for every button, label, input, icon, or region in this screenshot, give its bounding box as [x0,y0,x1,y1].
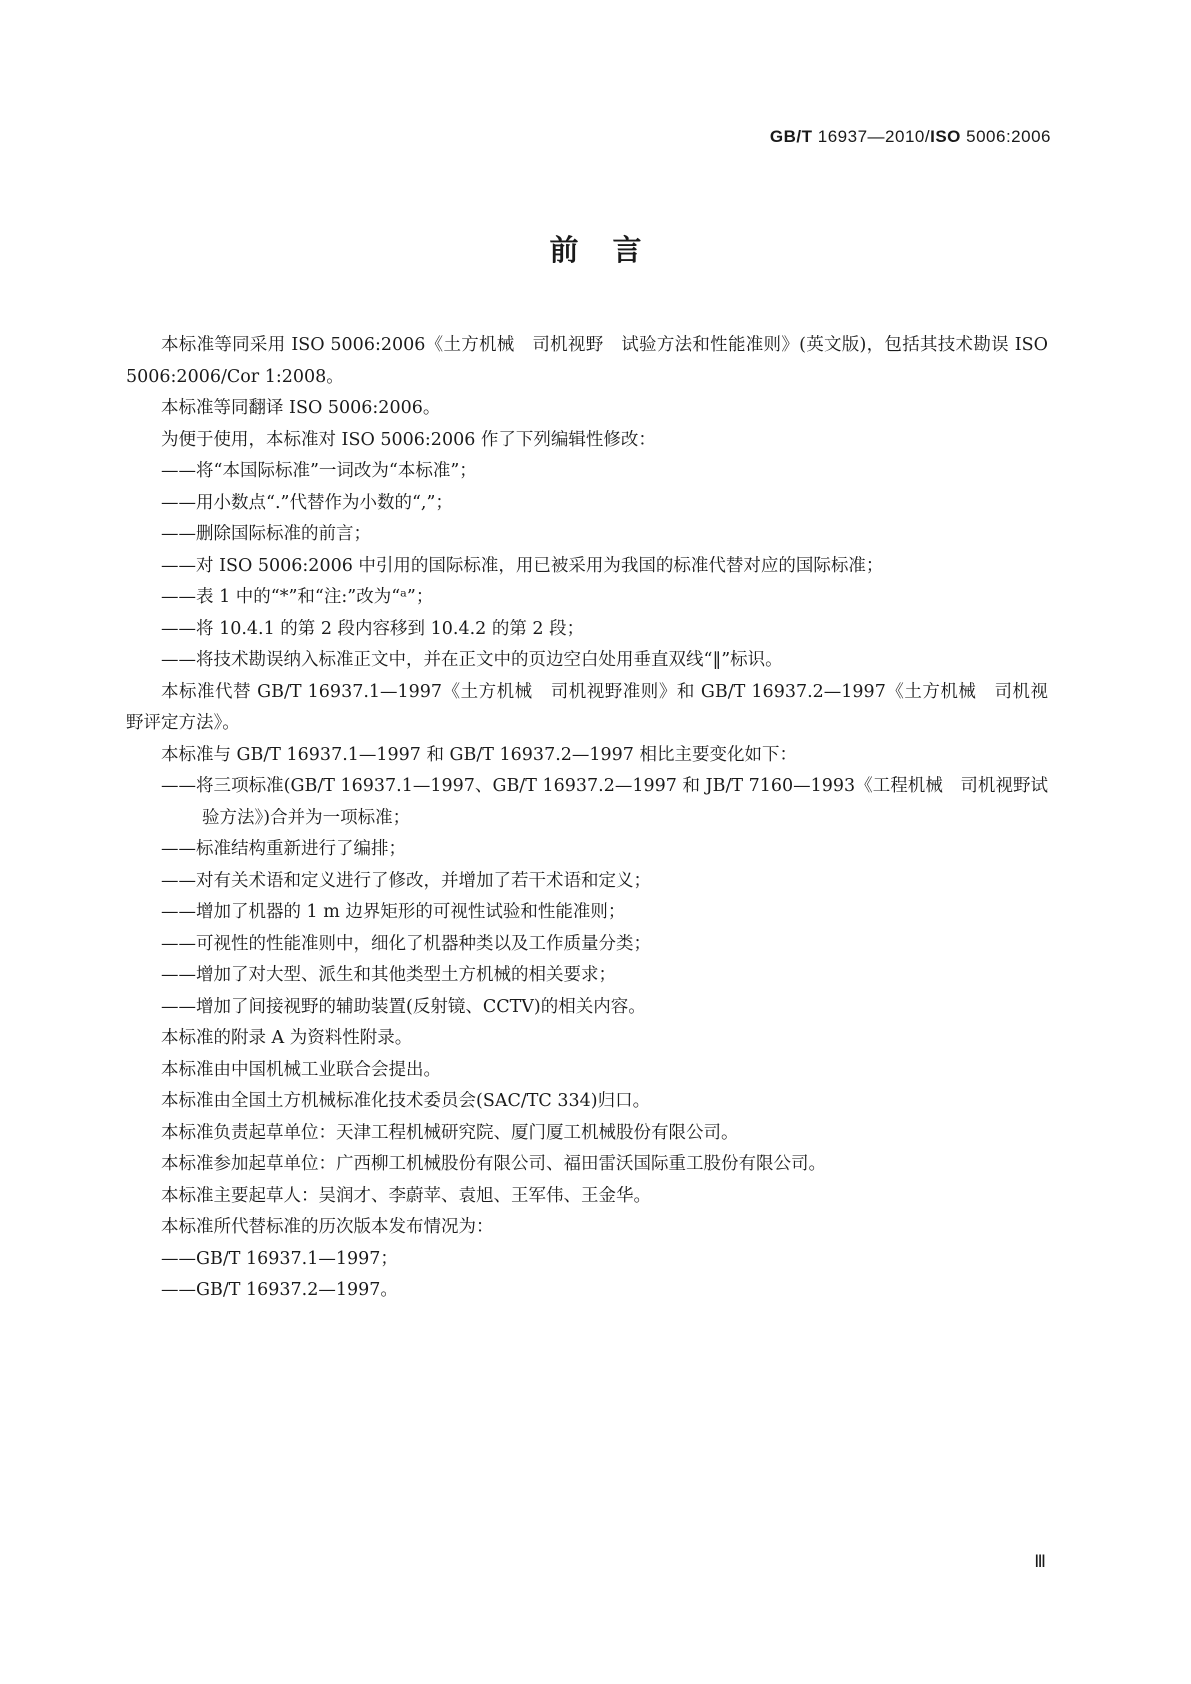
page-number: Ⅲ [1034,1552,1046,1571]
list-item: ——增加了机器的 1 m 边界矩形的可视性试验和性能准则； [161,902,626,922]
list-item: ——标准结构重新进行了编排； [161,839,406,859]
paragraph: 本标准所代替标准的历次版本发布情况为： [161,1217,494,1237]
paragraph: 本标准由全国土方机械标准化技术委员会(SAC/TC 334)归口。 [161,1091,651,1111]
paragraph: 本标准等同采用 ISO 5006:2006《土方机械 司机视野 试验方法和性能准则》(英文版)，包括其技术勘误 ISO 5006:2006/Cor 1:2008。 [126,335,1048,387]
foreword-body [126,330,1048,1307]
list-item: ——GB/T 16937.2—1997。 [161,1280,398,1300]
paragraph: 本标准的附录 A 为资料性附录。 [161,1028,413,1048]
paragraph: 为便于使用，本标准对 ISO 5006:2006 作了下列编辑性修改： [161,429,656,450]
list-item: ——增加了对大型、派生和其他类型土方机械的相关要求； [161,965,616,985]
list-item: ——将 10.4.1 的第 2 段内容移到 10.4.2 的第 2 段； [161,618,585,639]
list-item: ——可视性的性能准则中，细化了机器种类以及工作质量分类； [161,933,651,954]
paragraph: 本标准主要起草人：吴润才、李蔚苹、袁旭、王军伟、王金华。 [161,1185,651,1206]
paragraph: 本标准参加起草单位：广西柳工机械股份有限公司、福田雷沃国际重工股份有限公司。 [161,1154,826,1174]
list-item: ——GB/T 16937.1—1997； [161,1248,398,1269]
paragraph: 本标准等同翻译 ISO 5006:2006。 [161,398,441,418]
paragraph: 本标准由中国机械工业联合会提出。 [161,1059,441,1080]
header-number: 16937—2010/ [817,127,931,146]
list-item: ——用小数点“.”代替作为小数的“,”； [161,492,453,513]
list-item: ——将“本国际标准”一词改为“本标准”； [161,461,477,481]
header-iso-number: 5006:2006 [966,127,1051,146]
header-iso: ISO [930,127,961,146]
list-item: ——删除国际标准的前言； [161,524,371,544]
header-gbt: GB/T [769,127,813,146]
list-item: ——对有关术语和定义进行了修改，并增加了若干术语和定义； [161,870,651,891]
list-item: ——表 1 中的“*”和“注:”改为“ᵃ”； [161,587,434,607]
list-item: ——将三项标准(GB/T 16937.1—1997、GB/T 16937.2—1997 和 JB/T 7160—1993《工程机械 司机视野试验方法》)合并为一项标准； [161,776,1048,828]
paragraph: 本标准负责起草单位：天津工程机械研究院、厦门厦工机械股份有限公司。 [161,1122,739,1143]
list-item: ——增加了间接视野的辅助装置(反射镜、CCTV)的相关内容。 [161,996,646,1017]
list-item: ——将技术勘误纳入标准正文中，并在正文中的页边空白处用垂直双线“‖”标识。 [161,650,783,670]
list-item: ——对 ISO 5006:2006 中引用的国际标准，用已被采用为我国的标准代替对应的国际标准； [161,555,884,576]
page-title: 前言 [549,233,676,267]
standard-code-header [770,127,1051,147]
paragraph: 本标准代替 GB/T 16937.1—1997《土方机械 司机视野准则》和 GB/T 16937.2—1997《土方机械 司机视野评定方法》。 [126,681,1048,733]
paragraph: 本标准与 GB/T 16937.1—1997 和 GB/T 16937.2—1997 相比主要变化如下： [161,744,797,765]
